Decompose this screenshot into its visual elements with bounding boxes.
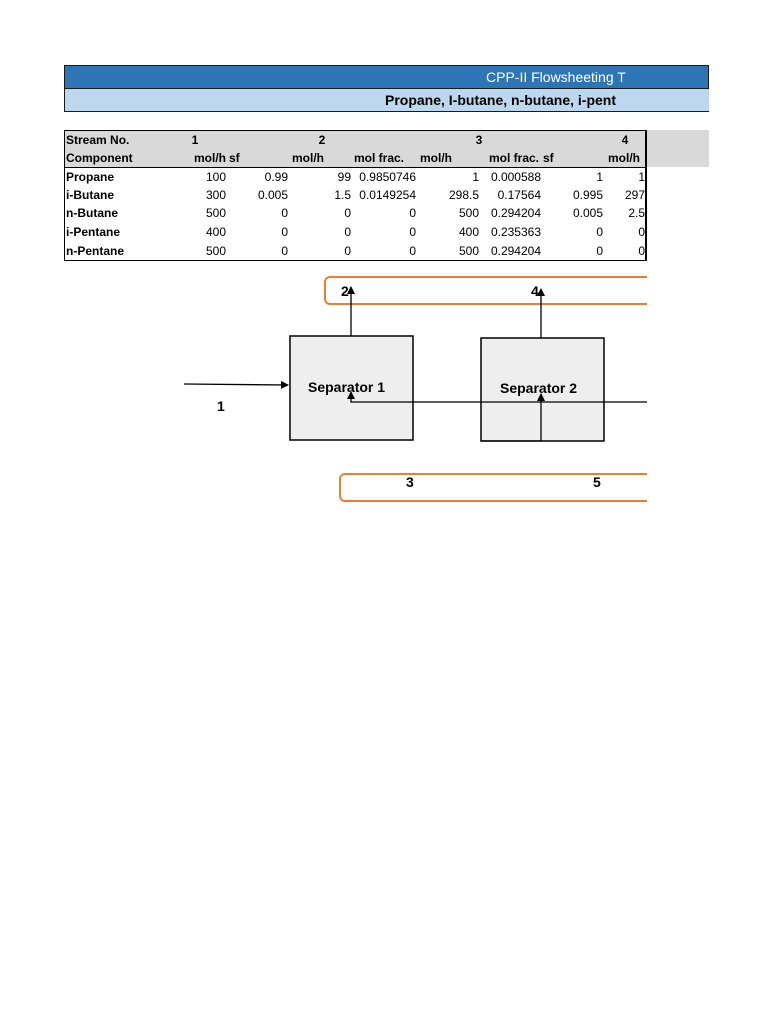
stream-number-3: 3 [475, 133, 483, 147]
stream-no-label: Stream No. [66, 133, 130, 147]
table-cell: 300 [205, 188, 226, 202]
table-cell: 0 [638, 244, 645, 258]
sheet-subtitle: Propane, I-butane, n-butane, i-pent [385, 92, 616, 108]
table-cell: 0.005 [572, 206, 603, 220]
table-cell: 500 [458, 206, 479, 220]
row-name-n-pentane: n-Pentane [66, 244, 125, 258]
table-cell: 0.99 [264, 170, 288, 184]
row-name-i-butane: i-Butane [66, 188, 114, 202]
table-cell: 99 [337, 170, 351, 184]
table-cell: 0 [409, 244, 416, 258]
top-product-callout [325, 277, 685, 304]
table-cell: 0 [281, 206, 288, 220]
table-cell: 1 [638, 170, 645, 184]
col-header-4-sf: sf [543, 151, 554, 165]
stream-number-1: 1 [191, 133, 199, 147]
table-cell: 298.5 [448, 188, 479, 202]
table-cell: 1 [596, 170, 603, 184]
col-header-1-molh: mol/h [194, 151, 226, 165]
separator-1-label: Separator 1 [308, 379, 386, 395]
col-header-2-molh: mol/h [292, 151, 324, 165]
stream-3-label: 3 [406, 474, 414, 490]
table-cell: 0.000588 [490, 170, 541, 184]
table-cell: 0.9850746 [359, 170, 416, 184]
table-cell: 0.995 [572, 188, 603, 202]
table-cell: 0 [344, 225, 351, 239]
table-cell: 400 [458, 225, 479, 239]
row-name-i-pentane: i-Pentane [66, 225, 121, 239]
table-cell: 0 [281, 244, 288, 258]
row-name-n-butane: n-Butane [66, 206, 118, 220]
table-cell: 100 [205, 170, 226, 184]
table-cell: 0 [344, 206, 351, 220]
table-cell: 500 [458, 244, 479, 258]
table-cell: 0 [409, 206, 416, 220]
page-clip-mask [647, 260, 768, 660]
col-header-3-molfrac: mol frac. [488, 151, 539, 165]
table-cell: 0.005 [257, 188, 288, 202]
table-cell: 297 [624, 188, 645, 202]
table-cell: 0 [638, 225, 645, 239]
separator-2-label: Separator 2 [500, 380, 578, 396]
bottom-product-callout [340, 474, 685, 501]
stream-5-label: 5 [593, 474, 601, 490]
sheet-title: CPP-II Flowsheeting T [486, 69, 626, 85]
row-name-propane: Propane [66, 170, 115, 184]
table-cell: 0 [409, 225, 416, 239]
table-cell: 0.294204 [490, 206, 541, 220]
table-cell: 500 [205, 206, 226, 220]
table-cell: 0 [596, 244, 603, 258]
col-header-2-molfrac: mol frac. [353, 151, 404, 165]
col-header-1-sf: sf [229, 151, 240, 165]
table-cell: 1 [472, 170, 479, 184]
table-cell: 0 [596, 225, 603, 239]
col-header-4-molh: mol/h [608, 151, 640, 165]
table-cell: 400 [205, 225, 226, 239]
table-cell: 0 [344, 244, 351, 258]
table-cell: 1.5 [334, 188, 351, 202]
stream-number-2: 2 [318, 133, 326, 147]
stream-1-label: 1 [217, 398, 225, 414]
stream-2-label: 2 [341, 283, 349, 299]
component-label: Component [66, 151, 133, 165]
table-cell: 500 [205, 244, 226, 258]
stream-number-4: 4 [621, 133, 629, 147]
table-cell: 0.294204 [490, 244, 541, 258]
table-cell: 0.17564 [497, 188, 541, 202]
stream-4-label: 4 [531, 283, 539, 299]
table-cell: 2.5 [628, 206, 645, 220]
col-header-3-molh: mol/h [420, 151, 452, 165]
table-cell: 0 [281, 225, 288, 239]
stream-1-arrow [184, 384, 288, 385]
table-cell: 0.0149254 [359, 188, 416, 202]
table-cell: 0.235363 [490, 225, 541, 239]
